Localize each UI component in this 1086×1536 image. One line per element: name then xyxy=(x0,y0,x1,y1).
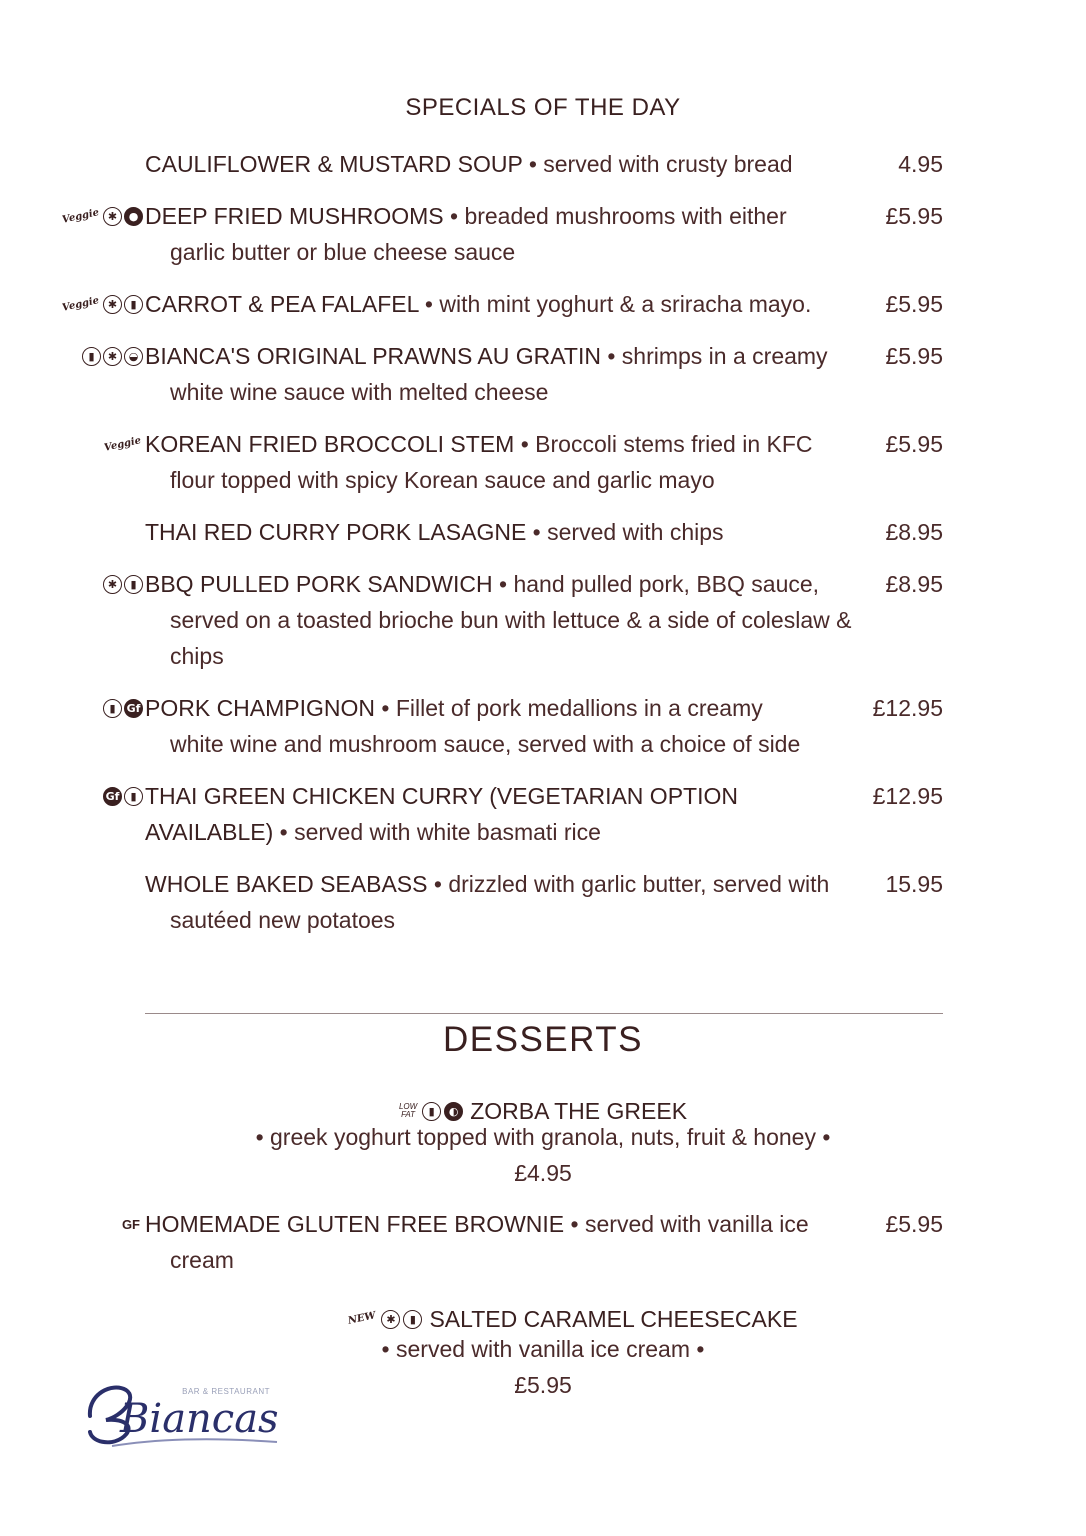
item-name: CARROT & PEA FALAFEL xyxy=(145,291,419,317)
milk-icon: ▮ xyxy=(124,787,143,806)
wheat-icon: ✱ xyxy=(103,295,122,314)
item-name: BIANCA'S ORIGINAL PRAWNS AU GRATIN xyxy=(145,343,601,369)
item-name: SALTED CARAMEL CHEESECAKE xyxy=(429,1306,798,1332)
item-price: £5.95 xyxy=(885,1211,943,1237)
wheat-icon: ✱ xyxy=(103,347,122,366)
milk-icon: ▮ xyxy=(124,295,143,314)
item-description-continued: garlic butter or blue cheese sauce xyxy=(170,239,516,265)
specials-title: SPECIALS OF THE DAY xyxy=(405,94,681,121)
item-name: PORK CHAMPIGNON xyxy=(145,695,376,721)
item-name: DEEP FRIED MUSHROOMS xyxy=(145,203,444,229)
wheat-icon: ✱ xyxy=(381,1310,400,1329)
item-line xyxy=(145,566,819,602)
item-line xyxy=(145,778,738,814)
item-description: • hand pulled pork, BBQ sauce, xyxy=(492,571,820,597)
item-description: • served with vanilla ice cream • xyxy=(381,1336,705,1362)
item-description-continued: chips xyxy=(170,643,224,669)
item-line xyxy=(145,146,793,182)
logo-text: Biancas xyxy=(120,1396,279,1442)
section-divider xyxy=(145,1013,943,1014)
item-price: £5.95 xyxy=(514,1372,572,1398)
low-fat-tag: LOW FAT xyxy=(398,1102,418,1119)
item-line-continued xyxy=(145,814,601,850)
desserts-title: DESSERTS xyxy=(442,1020,644,1059)
item-price: £8.95 xyxy=(885,519,943,545)
item-description-continued: served on a toasted brioche bun with lettuce & a side of coleslaw & xyxy=(170,607,852,633)
item-description: • with mint yoghurt & a sriracha mayo. xyxy=(418,291,812,317)
item-price: £5.95 xyxy=(885,431,943,457)
item-description: • served with crusty bread xyxy=(522,151,793,177)
gluten-free-icon: Gf xyxy=(124,699,143,718)
item-line xyxy=(145,1206,809,1242)
veggie-tag: Veggie xyxy=(60,206,100,226)
item-description: • served with vanilla ice xyxy=(564,1211,809,1237)
milk-icon: ▮ xyxy=(82,347,101,366)
gf-tag: GF xyxy=(121,1216,140,1232)
milk-icon: ▮ xyxy=(422,1102,441,1121)
item-name: CAULIFLOWER & MUSTARD SOUP xyxy=(145,151,523,177)
item-description: • Broccoli stems fried in KFC xyxy=(514,431,813,457)
item-description: • drizzled with garlic butter, served with xyxy=(427,871,830,897)
item-description: • shrimps in a creamy xyxy=(600,343,828,369)
new-tag: NEW xyxy=(347,1310,378,1327)
item-price: £5.95 xyxy=(885,343,943,369)
allergen-icons xyxy=(82,338,143,374)
biancas-logo xyxy=(82,1376,282,1456)
wheat-icon: ✱ xyxy=(103,575,122,594)
allergen-icons xyxy=(103,566,143,602)
crustacean-icon: ◒ xyxy=(124,347,143,366)
item-price: £8.95 xyxy=(885,571,943,597)
logo-subtitle: BAR & RESTAURANT xyxy=(182,1387,270,1396)
allergen-icons xyxy=(104,426,143,462)
item-name: KOREAN FRIED BROCCOLI STEM xyxy=(145,431,515,457)
egg-icon: ● xyxy=(124,207,143,226)
item-price: £4.95 xyxy=(514,1160,572,1186)
veggie-tag: Veggie xyxy=(60,294,100,314)
item-name: THAI GREEN CHICKEN CURRY (VEGETARIAN OPTION xyxy=(145,783,738,809)
item-line xyxy=(145,286,811,322)
nut-icon: ◐ xyxy=(444,1102,463,1121)
allergen-icons xyxy=(122,1206,143,1242)
milk-icon: ▮ xyxy=(124,575,143,594)
item-description: • Fillet of pork medallions in a creamy xyxy=(375,695,763,721)
item-price: £12.95 xyxy=(872,695,943,721)
milk-icon: ▮ xyxy=(103,699,122,718)
item-description-continued: cream xyxy=(170,1247,234,1273)
allergen-icons xyxy=(62,198,143,234)
item-line xyxy=(145,198,787,234)
item-price: £12.95 xyxy=(872,783,943,809)
item-description: • served with white basmati rice xyxy=(273,819,601,845)
item-line xyxy=(145,690,763,726)
item-description-continued: white wine sauce with melted cheese xyxy=(170,379,549,405)
item-description-continued: white wine and mushroom sauce, served with a choice of side xyxy=(170,731,801,757)
item-line xyxy=(145,426,813,462)
item-price: £5.95 xyxy=(885,291,943,317)
allergen-icons xyxy=(103,778,143,814)
item-price: 4.95 xyxy=(898,151,943,177)
item-line xyxy=(145,514,724,550)
item-name: HOMEMADE GLUTEN FREE BROWNIE xyxy=(145,1211,565,1237)
milk-icon: ▮ xyxy=(403,1310,422,1329)
item-description-continued: flour topped with spicy Korean sauce and garlic mayo xyxy=(170,467,715,493)
item-name: BBQ PULLED PORK SANDWICH xyxy=(145,571,493,597)
item-name: ZORBA THE GREEK xyxy=(470,1098,688,1124)
item-name: THAI RED CURRY PORK LASAGNE xyxy=(145,519,527,545)
item-description: • breaded mushrooms with either xyxy=(443,203,787,229)
item-description-continued: sautéed new potatoes xyxy=(170,907,396,933)
item-description: • greek yoghurt topped with granola, nuts, fruit & honey • xyxy=(255,1124,831,1150)
item-price: £5.95 xyxy=(885,203,943,229)
allergen-icons xyxy=(103,690,143,726)
item-line xyxy=(145,338,828,374)
veggie-tag: Veggie xyxy=(102,434,142,454)
item-price: 15.95 xyxy=(885,871,943,897)
allergen-icons xyxy=(62,286,143,322)
item-name: WHOLE BAKED SEABASS xyxy=(145,871,428,897)
item-line xyxy=(145,866,829,902)
wheat-icon: ✱ xyxy=(103,207,122,226)
gluten-free-icon: Gf xyxy=(103,787,122,806)
item-name-continued: AVAILABLE) xyxy=(145,819,274,845)
item-description: • served with chips xyxy=(526,519,724,545)
